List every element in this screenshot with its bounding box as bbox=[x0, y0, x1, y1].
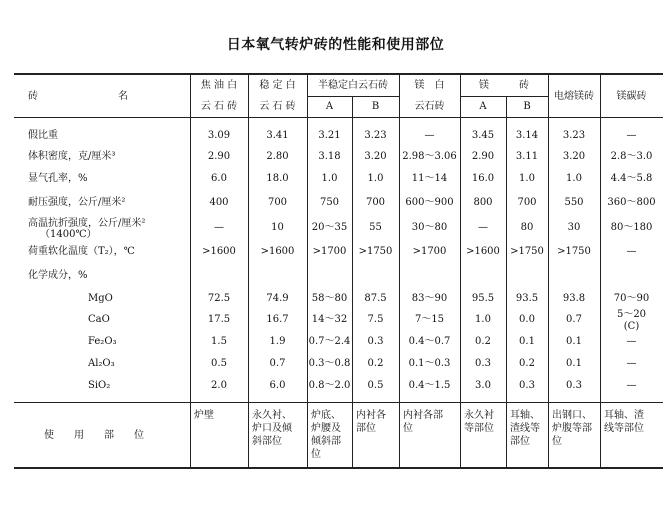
table-cell: 0.8～2.0 bbox=[308, 380, 351, 391]
table-cell: — bbox=[626, 336, 637, 347]
header-col3-sub: A bbox=[325, 101, 334, 112]
row-label: 高温抗折强度，公斤/厘米² bbox=[28, 218, 146, 229]
table-cell: 2.0 bbox=[211, 380, 227, 391]
table-cell: 16.0 bbox=[471, 173, 495, 184]
table-cell: 1.0 bbox=[519, 173, 535, 184]
usage-cell: 内衬各 部位 bbox=[356, 410, 386, 434]
table-cell: 30 bbox=[567, 222, 581, 233]
table-cell: 3.23 bbox=[364, 130, 387, 141]
row-label: 假比重 bbox=[28, 130, 58, 141]
table-cell: 360～800 bbox=[607, 197, 656, 208]
table-cell: 550 bbox=[564, 197, 584, 208]
table-cell: 0.7 bbox=[566, 314, 582, 325]
table-cell: 16.7 bbox=[266, 314, 289, 325]
row-label: 体积密度，克/厘米³ bbox=[28, 151, 116, 162]
table-cell: 30～80 bbox=[411, 222, 448, 233]
table-title: 日本氧气转炉砖的性能和使用部位 bbox=[226, 37, 445, 53]
row-label: MgO bbox=[88, 293, 113, 304]
table-cell: 1.5 bbox=[211, 336, 227, 347]
header-magnesia-carbon: 镁碳砖 bbox=[616, 91, 647, 102]
table-cell: 3.11 bbox=[515, 151, 539, 162]
table-cell: 1.0 bbox=[321, 173, 338, 184]
table-cell: 0.1 bbox=[566, 358, 582, 369]
table-cell: 14～32 bbox=[311, 314, 348, 325]
table-cell: 3.20 bbox=[562, 151, 586, 162]
usage-top-rule bbox=[14, 402, 663, 403]
table-cell: 3.21 bbox=[318, 130, 341, 141]
table-cell: 93.5 bbox=[515, 293, 539, 304]
table-cell: >1700 bbox=[312, 246, 347, 257]
table-cell: 0.4～0.7 bbox=[408, 336, 451, 347]
row-label: Fe₂O₃ bbox=[88, 336, 117, 347]
table-cell: 2.8～3.0 bbox=[610, 151, 653, 162]
table-cell: 58～80 bbox=[311, 293, 348, 304]
table-cell: 0.5 bbox=[211, 358, 227, 369]
header-col2-line2: 云 石 砖 bbox=[259, 101, 296, 112]
table-top-rule bbox=[14, 73, 663, 75]
table-cell: 2.90 bbox=[471, 151, 495, 162]
header-col5-line2: 云石砖 bbox=[414, 101, 445, 112]
table-cell: 0.1 bbox=[566, 336, 582, 347]
table-cell: 3.09 bbox=[207, 130, 231, 141]
header-col2-line1: 稳 定 白 bbox=[259, 80, 296, 91]
table-cell: 0.2 bbox=[519, 358, 535, 369]
header-fused-magnesia: 电熔镁砖 bbox=[554, 91, 594, 102]
table-bottom-rule bbox=[14, 467, 663, 469]
header-col1-line2: 云 石 砖 bbox=[200, 101, 238, 112]
table-cell: — bbox=[626, 130, 637, 141]
table-cell: 0.1 bbox=[519, 336, 535, 347]
table-cell: 17.5 bbox=[207, 314, 231, 325]
table-cell: 80 bbox=[520, 222, 534, 233]
table-cell: 1.0 bbox=[367, 173, 384, 184]
table-cell-note: (C) bbox=[623, 321, 640, 332]
table-cell: — bbox=[478, 222, 488, 233]
usage-cell: 炉壁 bbox=[194, 410, 214, 421]
table-cell: >1750 bbox=[557, 246, 591, 257]
table-cell: 1.9 bbox=[269, 336, 286, 347]
usage-cell: 耳轴、 渣线等 部位 bbox=[510, 410, 540, 447]
row-label: 耐压强度，公斤/厘米² bbox=[28, 197, 126, 208]
table-cell: 700 bbox=[267, 197, 288, 208]
table-cell: 0.2 bbox=[475, 336, 491, 347]
usage-cell: 出钢口、 炉腹等部 位 bbox=[552, 410, 592, 447]
table-cell: 83～90 bbox=[411, 293, 448, 304]
table-cell: >1750 bbox=[510, 246, 544, 257]
header-magnesia-brick: 镁 砖 bbox=[479, 80, 529, 91]
table-cell: 72.5 bbox=[207, 293, 231, 304]
table-cell: 3.0 bbox=[475, 380, 491, 391]
row-label-sub: （1400℃） bbox=[40, 229, 97, 240]
header-bottom-rule bbox=[14, 117, 663, 118]
table-cell: 3.45 bbox=[471, 130, 495, 141]
table-cell: 6.0 bbox=[211, 173, 227, 184]
table-cell: 11～14 bbox=[411, 173, 448, 184]
table-cell: 0.3～0.8 bbox=[308, 358, 351, 369]
table-cell: 0.7 bbox=[269, 358, 286, 369]
table-cell: 7.5 bbox=[367, 314, 384, 325]
table-cell: 10 bbox=[271, 222, 284, 233]
table-cell: 3.18 bbox=[318, 151, 341, 162]
usage-cell: 内衬各部 位 bbox=[403, 410, 443, 434]
table-cell: 600～900 bbox=[405, 197, 454, 208]
header-sub-rule-1 bbox=[307, 96, 399, 97]
table-cell: 70～90 bbox=[613, 293, 650, 304]
usage-cell: 炉底、 炉腰及 倾斜部位 bbox=[311, 410, 341, 460]
table-cell: — bbox=[626, 246, 637, 257]
header-sub-rule-2 bbox=[460, 96, 548, 97]
table-cell: 3.41 bbox=[266, 130, 289, 141]
table-cell: 0.3 bbox=[475, 358, 491, 369]
table-cell: 3.20 bbox=[364, 151, 387, 162]
table-cell: 700 bbox=[517, 197, 537, 208]
table-cell: 6.0 bbox=[269, 380, 286, 391]
table-cell: 7～15 bbox=[414, 314, 445, 325]
usage-label: 使 用 部 位 bbox=[44, 430, 144, 441]
table-cell: 95.5 bbox=[471, 293, 495, 304]
header-col1-line1: 焦 油 白 bbox=[200, 80, 238, 91]
table-cell: — bbox=[214, 222, 224, 233]
table-cell: — bbox=[424, 130, 435, 141]
table-cell: 750 bbox=[319, 197, 340, 208]
table-cell: >1700 bbox=[412, 246, 447, 257]
table-cell: 0.3 bbox=[367, 336, 384, 347]
table-cell: 0.3 bbox=[566, 380, 582, 391]
table-cell: 1.0 bbox=[566, 173, 582, 184]
table-cell: >1600 bbox=[466, 246, 500, 257]
table-cell: >1750 bbox=[358, 246, 393, 257]
table-cell: — bbox=[626, 380, 637, 391]
table-cell: 80～180 bbox=[610, 222, 653, 233]
table-cell: >1600 bbox=[260, 246, 295, 257]
table-cell: 3.14 bbox=[515, 130, 539, 141]
table-cell: 4.4～5.8 bbox=[610, 173, 653, 184]
table-cell: 2.80 bbox=[266, 151, 289, 162]
table-cell: 400 bbox=[209, 197, 229, 208]
table-cell: 0.2 bbox=[367, 358, 384, 369]
row-label: SiO₂ bbox=[88, 380, 111, 391]
table-cell: 55 bbox=[369, 222, 382, 233]
table-cell: 0.3 bbox=[519, 380, 535, 391]
row-label: 荷重软化温度（T₂），℃ bbox=[28, 246, 135, 257]
table-cell: 0.1～0.3 bbox=[408, 358, 451, 369]
table-cell: 0.4～1.5 bbox=[408, 380, 451, 391]
usage-cell: 永久衬 等部位 bbox=[464, 410, 494, 434]
header-semistable-dolomite: 半稳定白云石砖 bbox=[318, 80, 388, 91]
table-cell: 0.5 bbox=[367, 380, 384, 391]
table-cell: 87.5 bbox=[364, 293, 387, 304]
usage-cell: 永久衬、 炉口及倾 斜部位 bbox=[252, 410, 292, 447]
row-label: CaO bbox=[88, 314, 110, 325]
brick-name-header: 砖 名 bbox=[28, 91, 128, 102]
table-cell: 93.8 bbox=[562, 293, 586, 304]
row-label: 显气孔率，% bbox=[28, 173, 88, 184]
table-cell: 0.7～2.4 bbox=[308, 336, 351, 347]
table-cell: — bbox=[626, 358, 637, 369]
table-cell: 2.90 bbox=[207, 151, 231, 162]
table-cell: 2.98～3.06 bbox=[402, 151, 457, 162]
header-col7-sub: B bbox=[523, 101, 531, 112]
header-col4-sub: B bbox=[371, 101, 380, 112]
table-cell: 3.23 bbox=[562, 130, 586, 141]
header-col6-sub: A bbox=[479, 101, 487, 112]
row-label: Al₂O₃ bbox=[88, 358, 115, 369]
table-cell: 20～35 bbox=[311, 222, 348, 233]
table-cell: 18.0 bbox=[266, 173, 289, 184]
table-cell: 700 bbox=[365, 197, 386, 208]
table-cell: >1600 bbox=[202, 246, 236, 257]
table-cell: 5～20 bbox=[616, 309, 647, 320]
table-cell: 1.0 bbox=[475, 314, 491, 325]
header-col5-line1: 镁 白 bbox=[414, 80, 445, 91]
usage-cell: 耳轴、渣 线等部位 bbox=[604, 410, 644, 434]
table-cell: 74.9 bbox=[266, 293, 289, 304]
row-label: 化学成分，% bbox=[28, 270, 88, 281]
table-cell: 0.0 bbox=[519, 314, 535, 325]
table-cell: 800 bbox=[473, 197, 493, 208]
